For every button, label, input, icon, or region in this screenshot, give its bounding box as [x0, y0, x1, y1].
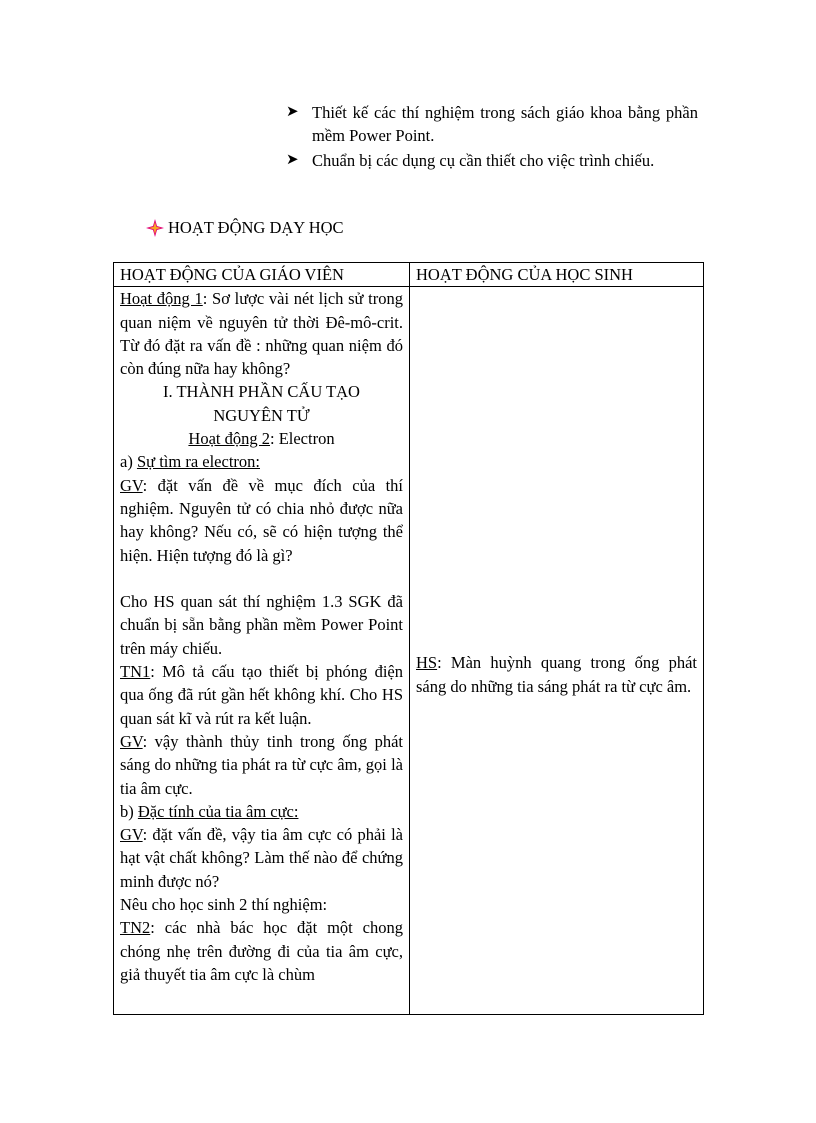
- activity-1-paragraph: [120, 287, 403, 380]
- gv-paragraph-1: [120, 474, 403, 567]
- activity-2-text: : Electron: [269, 429, 335, 449]
- tn1-text: : Mô tả cấu tạo thiết bị phóng điện qua ống đã rút gần hết không khí. Cho HS quan sát kĩ và rút ra kết luận.: [120, 662, 403, 728]
- subsection-a-prefix: a): [120, 452, 137, 472]
- experiments-intro: Nêu cho học sinh 2 thí nghiệm:: [120, 895, 328, 915]
- gv-label: GV: [120, 731, 143, 751]
- tn1-label: TN1: [120, 662, 151, 682]
- subsection-b-label: Đặc tính của tia âm cực:: [137, 801, 299, 821]
- preparation-list: [286, 101, 698, 174]
- gv-text: : đặt vấn đề, vậy tia âm cực có phải là hạt vật chất không? Làm thế nào để chứng minh được nó?: [120, 825, 403, 891]
- activity-1-label: Hoạt động 1: [120, 289, 203, 309]
- tn2-paragraph: [120, 916, 403, 986]
- activity-2-heading: [120, 427, 403, 450]
- list-item-text: Chuẩn bị các dụng cụ cần thiết cho việc trình chiếu.: [312, 151, 655, 170]
- activities-table: [113, 262, 704, 1015]
- student-activities-cell: [410, 287, 704, 1015]
- gv-paragraph-2: [120, 730, 403, 800]
- gv-text: : vậy thành thủy tinh trong ống phát sáng do những tia phát ra từ cực âm, gọi là tia âm cực.: [120, 731, 403, 798]
- four-point-star-icon: [146, 219, 164, 237]
- section-i-heading-line-1: I. THÀNH PHẦN CẤU TẠO: [163, 382, 360, 402]
- section-heading: [146, 216, 344, 239]
- subsection-a-label: Sự tìm ra electron:: [136, 452, 260, 472]
- table-header-row: [114, 263, 704, 287]
- subsection-b-prefix: b): [120, 801, 138, 821]
- tn1-paragraph: [120, 660, 403, 730]
- subsection-a-heading: [120, 450, 403, 473]
- hs-label: HS: [416, 653, 438, 673]
- list-item: [286, 101, 698, 147]
- tn2-text: : các nhà bác học đặt một chong chóng nhẹ trên đường đi của tia âm cực, giả thuyết tia âm cực là chùm: [120, 918, 403, 984]
- teacher-activities-cell: [114, 287, 410, 1015]
- section-i-heading-line-2: NGUYÊN TỬ: [213, 405, 310, 425]
- demo-paragraph: Cho HS quan sát thí nghiệm 1.3 SGK đã chuẩn bị sẵn bằng phần mềm Power Point trên máy chiếu.: [120, 592, 403, 658]
- teacher-column-header: HOẠT ĐỘNG CỦA GIÁO VIÊN: [114, 263, 410, 287]
- tn2-label: TN2: [120, 918, 151, 938]
- gv-paragraph-3: [120, 823, 403, 893]
- list-item-text: Thiết kế các thí nghiệm trong sách giáo khoa bằng phần mềm Power Point.: [312, 103, 698, 145]
- arrow-bullet-icon: ➤: [286, 104, 299, 120]
- subsection-b-heading: [120, 800, 403, 823]
- list-item: [286, 149, 698, 172]
- student-column-header: HOẠT ĐỘNG CỦA HỌC SINH: [410, 263, 704, 287]
- hs-text: : Màn huỳnh quang trong ống phát sáng do những tia sáng phát ra từ cực âm.: [416, 653, 697, 696]
- gv-text: : đặt vấn đề về mục đích của thí nghiệm. Nguyên tử có chia nhỏ được nữa hay không? Nếu có, sẽ có hiện tượng thể hiện. Hiện tượng đó là gì?: [120, 475, 403, 565]
- gv-label: GV: [120, 825, 143, 845]
- activity-1-text: : Sơ lược vài nét lịch sử trong quan niệm về nguyên tử thời Đê-mô-crit. Từ đó đặt ra vấn đề : những quan niệm đó còn đúng nữa hay không?: [120, 289, 404, 379]
- table-row: [114, 287, 704, 1015]
- blank-line: [120, 567, 403, 590]
- activity-2-label: Hoạt động 2: [188, 429, 270, 449]
- arrow-bullet-icon: ➤: [286, 152, 299, 168]
- gv-label: GV: [120, 475, 143, 495]
- hs-paragraph: [416, 287, 697, 698]
- section-title: HOẠT ĐỘNG DẠY HỌC: [168, 218, 344, 237]
